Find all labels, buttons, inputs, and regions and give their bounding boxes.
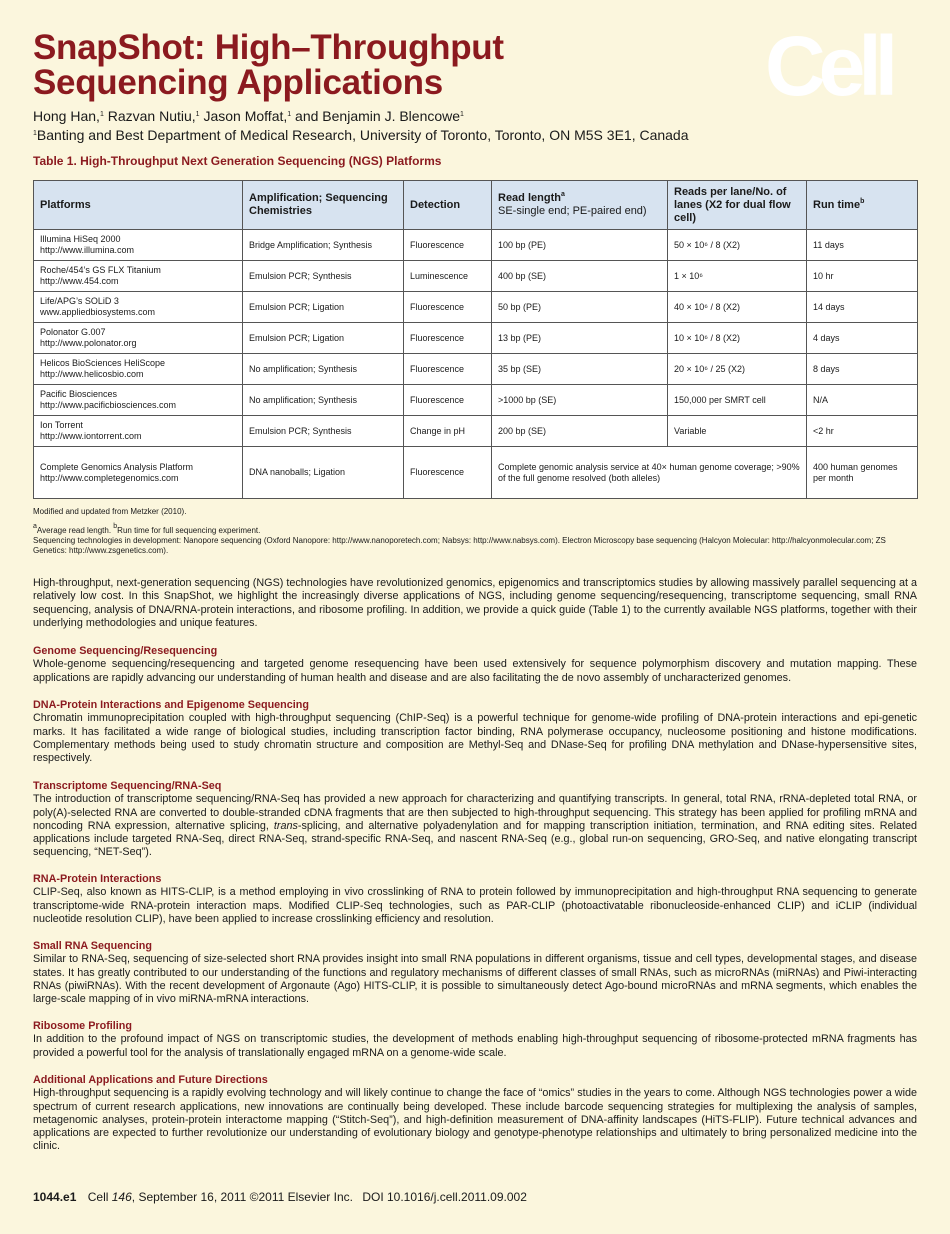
table-caption: Table 1. High-Throughput Next Generation Sequencing (NGS) Platforms: [33, 154, 442, 168]
amplification-cell: Emulsion PCR; Ligation: [243, 323, 404, 354]
page-title: [33, 30, 504, 100]
col-header-detection: Detection: [404, 181, 492, 230]
amplification-cell: No amplification; Synthesis: [243, 354, 404, 385]
section-body: [33, 793, 917, 859]
platform-cell: [34, 354, 243, 385]
table-header-row: [34, 181, 918, 230]
footnote-b: Run time for full sequencing experiment.: [117, 526, 261, 535]
platform-url: http://www.454.com: [40, 276, 119, 286]
section-heading: Additional Applications and Future Directions: [33, 1074, 268, 1086]
platforms-table: [33, 180, 918, 499]
platform-cell: [34, 385, 243, 416]
merged-cell: Complete genomic analysis service at 40× human genome coverage; >90% of the full genome resolved (both alleles): [492, 447, 807, 499]
platform-name: Ion Torrent: [40, 420, 83, 430]
section-additional: [33, 1074, 917, 1154]
section-heading: Ribosome Profiling: [33, 1020, 132, 1032]
run-time-cell: N/A: [807, 385, 918, 416]
col-header-run-time: [807, 181, 918, 230]
cell-logo: Cell: [765, 19, 892, 113]
section-dna-protein: [33, 699, 917, 765]
section-body-italic: trans: [273, 819, 298, 832]
col-header-amplification: Amplification; Sequencing Chemistries: [243, 181, 404, 230]
read-length-cell: 400 bp (SE): [492, 261, 668, 292]
read-length-cell: 13 bp (PE): [492, 323, 668, 354]
read-length-label: Read length: [498, 192, 561, 204]
platform-url: http://www.polonator.org: [40, 338, 137, 348]
platform-name: Polonator G.007: [40, 327, 106, 337]
section-genome: [33, 645, 917, 685]
run-time-cell: 8 days: [807, 354, 918, 385]
table-row: [34, 230, 918, 261]
col-header-platforms: Platforms: [34, 181, 243, 230]
run-time-cell: <2 hr: [807, 416, 918, 447]
platform-name: Life/APG’s SOLiD 3: [40, 296, 119, 306]
detection-cell: Fluorescence: [404, 447, 492, 499]
read-length-cell: 100 bp (PE): [492, 230, 668, 261]
section-rna-protein: [33, 873, 917, 926]
author-sup: 1: [99, 111, 104, 118]
footnote-b-sup: b: [113, 523, 118, 530]
read-length-cell: >1000 bp (SE): [492, 385, 668, 416]
table-source-note: Modified and updated from Metzker (2010).: [33, 507, 187, 516]
platform-cell: [34, 230, 243, 261]
amplification-cell: Emulsion PCR; Synthesis: [243, 416, 404, 447]
section-heading: RNA-Protein Interactions: [33, 873, 162, 885]
platform-cell: [34, 323, 243, 354]
platform-name: Pacific Biosciences: [40, 389, 118, 399]
amplification-cell: No amplification; Synthesis: [243, 385, 404, 416]
platform-url: http://www.pacificbiosciences.com: [40, 400, 177, 410]
col-header-reads-per-lane: Reads per lane/No. of lanes (X2 for dual flow cell): [668, 181, 807, 230]
affiliation-sup: 1: [33, 130, 37, 137]
table-row: [34, 385, 918, 416]
author-name: Hong Han,: [33, 108, 100, 124]
platform-name: Roche/454’s GS FLX Titanium: [40, 265, 161, 275]
reads-per-lane-cell: 1 × 10⁶: [668, 261, 807, 292]
amplification-cell: Emulsion PCR; Ligation: [243, 292, 404, 323]
platform-url: http://www.iontorrent.com: [40, 431, 142, 441]
read-length-cell: 35 bp (SE): [492, 354, 668, 385]
table-row: [34, 323, 918, 354]
section-body: In addition to the profound impact of NGS on transcriptomic studies, the development of methods enabling high-throughput sequencing of ribosome-protected mRNA fragments has provided a powerful tool for the analysis of translationally engaged mRNA on a genome-wide scale.: [33, 1033, 917, 1059]
journal-volume: 146: [111, 1190, 132, 1204]
author-name: and Benjamin J. Blencowe: [291, 108, 461, 124]
section-heading: Genome Sequencing/Resequencing: [33, 645, 218, 657]
platform-name: Complete Genomics Analysis Platform: [40, 461, 194, 472]
section-heading: DNA-Protein Interactions and Epigenome Sequencing: [33, 699, 309, 711]
journal-name: Cell: [87, 1190, 109, 1204]
platform-cell: [34, 416, 243, 447]
reads-per-lane-cell: 20 × 10⁶ / 25 (X2): [668, 354, 807, 385]
detection-cell: Fluorescence: [404, 230, 492, 261]
footnote-dev: Sequencing technologies in development: Nanopore sequencing (Oxford Nanopore: http://www.nanoporetech.com; Nabsys: http://www.nabsys.com). Electron Microscopy base sequencing (Halcyon Molecular: http://halcyonmolecular.com; ZS Genetics: http://www.zsgenetics.com).: [33, 536, 886, 555]
run-time-cell: 4 days: [807, 323, 918, 354]
intro-paragraph: High-throughput, next-generation sequencing (NGS) technologies have revolutionized genomics, epigenomics and transcriptomics studies by allowing massively parallel sequencing at a relatively low cost. In this SnapShot, we highlight the increasingly diverse applications of NGS, including genome sequencing/resequencing, transcriptome sequencing, small RNA sequencing, analysis of DNA/RNA-protein interactions, and ribosome profiling. In addition, we provide a quick guide (Table 1) to the currently available NGS platforms, together with their underlying methodologies and unique features.: [33, 577, 917, 629]
author-sup: 1: [195, 111, 200, 118]
section-heading: Transcriptome Sequencing/RNA-Seq: [33, 780, 222, 792]
author-sup: 1: [287, 111, 292, 118]
read-length-sub: SE-single end; PE-paired end): [498, 205, 647, 217]
reads-per-lane-cell: Variable: [668, 416, 807, 447]
detection-cell: Luminescence: [404, 261, 492, 292]
amplification-cell: DNA nanoballs; Ligation: [243, 447, 404, 499]
reads-per-lane-cell: 40 × 10⁶ / 8 (X2): [668, 292, 807, 323]
amplification-cell: Bridge Amplification; Synthesis: [243, 230, 404, 261]
section-body-b: -splicing, and alternative polyadenylation and for mapping transcription initiation, termination, and RNA editing sites. Related applications include targeted RNA-Seq, direct RNA-Seq, strand-specific RNA-Seq, and nascent RNA-Seq (e.g., global run-on sequencing, GRO-Seq, and native elongating transcript sequencing, “NET-Seq”).: [33, 819, 917, 859]
section-small-rna: [33, 940, 917, 1006]
author-list: [33, 107, 464, 125]
title-line-2: Sequencing Applications: [33, 63, 443, 102]
section-transcriptome: [33, 780, 917, 860]
section-body: CLIP-Seq, also known as HITS-CLIP, is a method employing in vivo crosslinking of RNA to protein followed by immunoprecipitation and high-throughput RNA sequencing to generate transcriptome-wide RNA-protein interaction maps. Modified CLIP-Seq technologies, such as PAR-CLIP (photoactivatable ribonucleoside-enhanced CLIP) and iCLIP (individual nucleotide resolution CLIP), have been applied to increase crosslinking efficiency and resolution.: [33, 886, 917, 925]
reads-per-lane-cell: 10 × 10⁶ / 8 (X2): [668, 323, 807, 354]
table-row: [34, 261, 918, 292]
read-length-cell: 50 bp (PE): [492, 292, 668, 323]
section-ribosome: [33, 1020, 917, 1060]
platform-name: Illumina HiSeq 2000: [40, 234, 121, 244]
platform-cell: [34, 261, 243, 292]
table-body: [34, 230, 918, 499]
title-line-1: SnapShot: High–Throughput: [33, 28, 504, 67]
platform-cell: [34, 447, 243, 499]
section-body: Whole-genome sequencing/resequencing and targeted genome resequencing have been used extensively for sequence polymorphism discovery and mutation mapping. These applications are rapidly advancing our understanding of human health and disease and are also facilitating the de novo assembly of uncharacterized genomes.: [33, 658, 917, 684]
footnote-ab: [33, 523, 917, 536]
section-body: Chromatin immunoprecipitation coupled with high-throughput sequencing (ChIP-Seq) is a powerful technique for genome-wide profiling of DNA-protein interactions and epi-genetic marks. It has facilitated a wide range of biological studies, including transcription factor binding, RNA polymerase occupancy, nucleosome positioning and histone modifications. Complementary methods being used to study chromatin structure and composition are Methyl-Seq and DNase-Seq for profiling DNA methylation and DNase-hypersensitive sites, respectively.: [33, 712, 917, 765]
detection-cell: Fluorescence: [404, 292, 492, 323]
platform-url: http://www.helicosbio.com: [40, 369, 144, 379]
platform-name: Helicos BioSciences HeliScope: [40, 358, 166, 368]
section-body: High-throughput sequencing is a rapidly evolving technology and will likely continue to change the face of “omics” studies in the years to come. Although NGS technologies power a wide spectrum of current research applications, new innovations are continually being developed. These include barcode sequencing strategies for multiplexing the analysis of samples, metagenomic analyses, protein-protein interactome mapping (“Stitch-Seq”), and high-definition measurement of DNA-affinity landscapes (HiTS-FLIP). Future technical advances and applications are expected to further revolutionize our understanding of evolutionary biology and genotype-phenotype relationships and ultimately to bring personalized medicine into the clinic.: [33, 1087, 917, 1153]
section-body: Similar to RNA-Seq, sequencing of size-selected short RNA provides insight into small RNA populations in different organisms, tissue and cell types, developmental stages, and disease states. It has greatly contributed to our understanding of the functions and regulatory mechanisms of different classes of small RNAs, such as microRNAs (miRNAs) and Piwi-interacting RNAs (piwiRNAs). With the recent development of Argonaute (Ago) HITS-CLIP, it is possible to simultaneously detect Ago-bound microRNAs and mRNA segments, which enables the large-scale mapping of in vivo miRNA-mRNA interactions.: [33, 953, 917, 1006]
table-footnotes: [33, 523, 917, 556]
footnote-a-sup: a: [33, 523, 37, 530]
read-length-sup: a: [560, 191, 565, 198]
author-name: Razvan Nutiu,: [103, 108, 196, 124]
run-time-cell: 11 days: [807, 230, 918, 261]
detection-cell: Fluorescence: [404, 354, 492, 385]
reads-per-lane-cell: 150,000 per SMRT cell: [668, 385, 807, 416]
platform-url: http://www.illumina.com: [40, 245, 135, 255]
table-row: [34, 416, 918, 447]
doi: DOI 10.1016/j.cell.2011.09.002: [362, 1190, 527, 1204]
amplification-cell: Emulsion PCR; Synthesis: [243, 261, 404, 292]
run-time-sup: b: [860, 197, 865, 205]
affiliation-text: Banting and Best Department of Medical Research, University of Toronto, Toronto, ON M5S 3E1, Canada: [36, 127, 689, 143]
platform-url: www.appliedbiosystems.com: [40, 307, 156, 317]
section-body-a: The introduction of transcriptome sequencing/RNA-Seq has provided a new approach for characterizing and quantifying transcripts. In general, total RNA, rRNA-depleted total RNA, or poly(A)-selected RNA are converted to double-stranded cDNA fragments that are then subjected to high-throughput sequencing. This strategy has been applied for profiling mRNA and noncoding RNA expression, alternative splicing,: [33, 793, 917, 832]
table-row: [34, 292, 918, 323]
run-time-label: Run time: [813, 198, 861, 211]
platform-url: http://www.completegenomics.com: [40, 472, 179, 483]
run-time-cell: 14 days: [807, 292, 918, 323]
page-footer: [33, 1190, 527, 1204]
author-sup: 1: [460, 111, 464, 118]
table-row: [34, 447, 918, 499]
citation-text: , September 16, 2011 ©2011 Elsevier Inc.: [131, 1190, 353, 1204]
run-time-cell: 400 human genomes per month: [807, 447, 918, 499]
detection-cell: Change in pH: [404, 416, 492, 447]
author-name: Jason Moffat,: [199, 108, 288, 124]
footnote-a: Average read length.: [36, 526, 114, 535]
reads-per-lane-cell: 50 × 10⁶ / 8 (X2): [668, 230, 807, 261]
table-row: [34, 354, 918, 385]
page-number: 1044.e1: [33, 1190, 77, 1204]
run-time-cell: 10 hr: [807, 261, 918, 292]
detection-cell: Fluorescence: [404, 385, 492, 416]
section-heading: Small RNA Sequencing: [33, 940, 152, 952]
read-length-cell: 200 bp (SE): [492, 416, 668, 447]
detection-cell: Fluorescence: [404, 323, 492, 354]
platform-cell: [34, 292, 243, 323]
affiliation: [33, 126, 689, 144]
col-header-read-length: [492, 181, 668, 230]
